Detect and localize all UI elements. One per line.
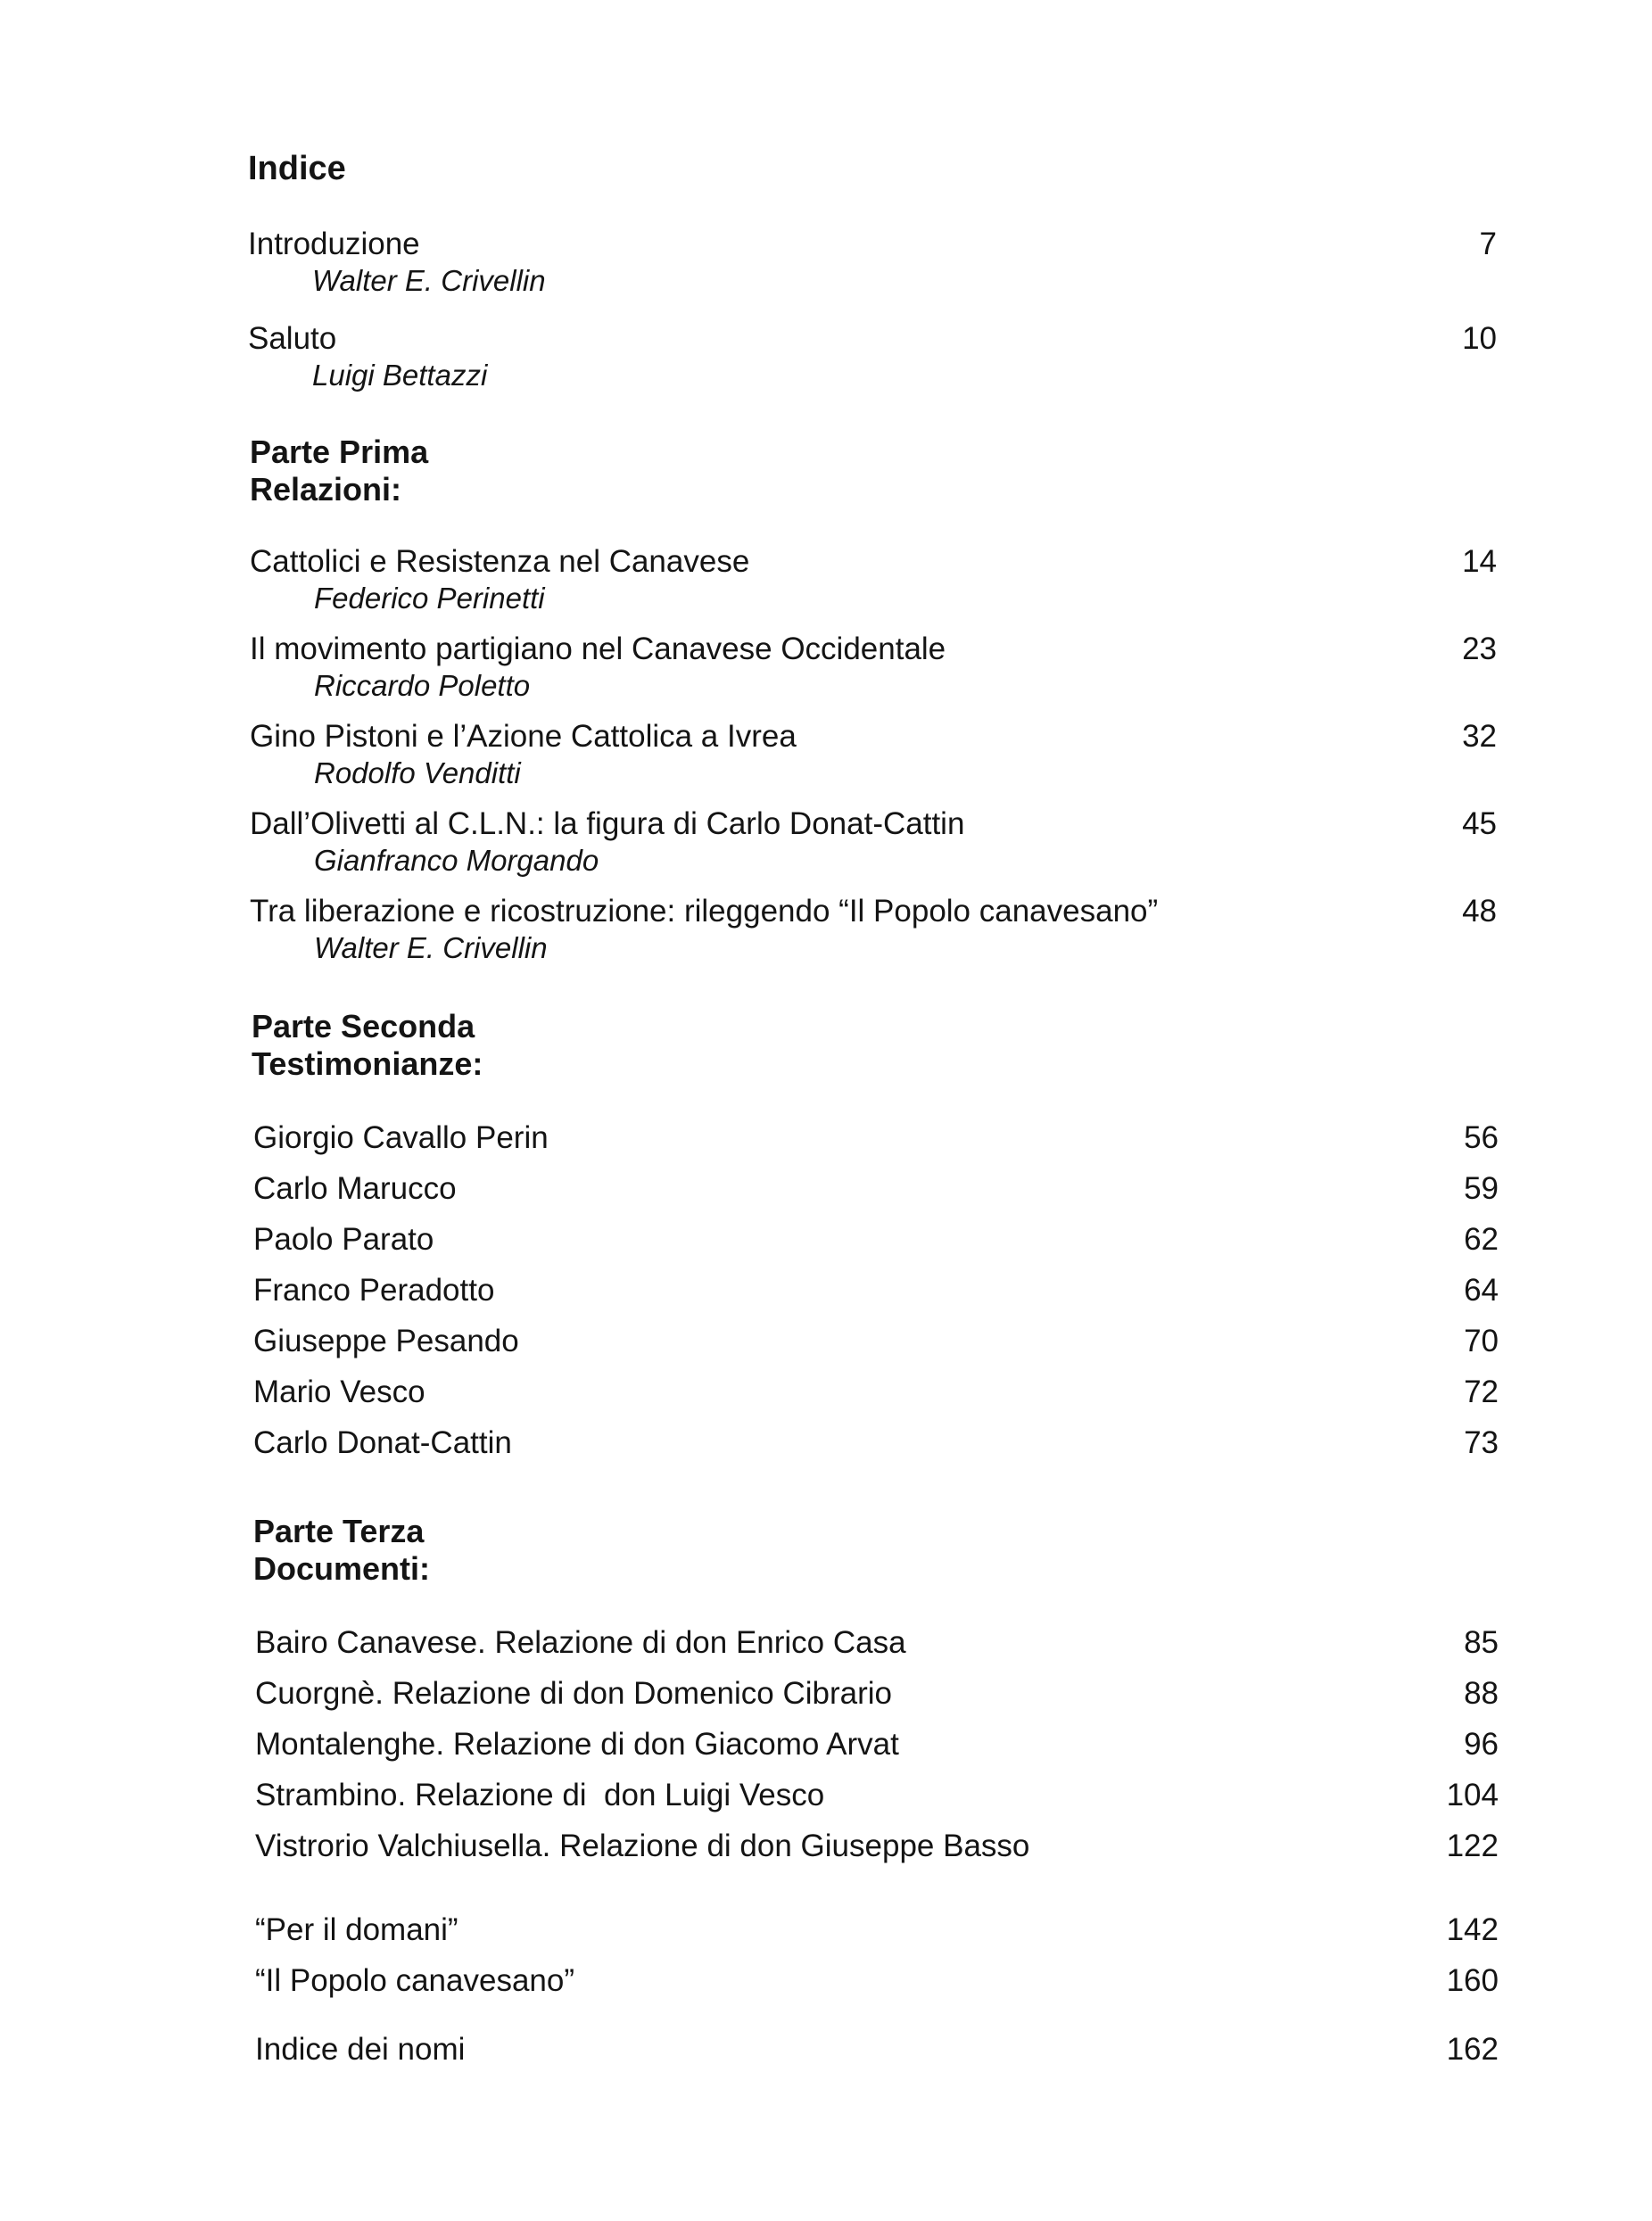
entry-page-number: 142 [1446,1912,1499,1947]
entry-title: Bairo Canavese. Relazione di don Enrico Casa [255,1625,906,1660]
part-title: Parte Terza [253,1513,425,1549]
toc-entry [250,544,1499,615]
toc-entry [248,227,1497,298]
entry-title: Franco Peradotto [253,1273,495,1308]
entry-page-number: 62 [1464,1222,1499,1257]
entry-title: Giorgio Cavallo Perin [253,1120,549,1155]
entry-page-number: 70 [1464,1324,1499,1358]
entry-page-number: 23 [1462,632,1497,666]
toc-entry [253,1171,1502,1210]
toc-entry [253,1375,1502,1414]
entry-page-number: 88 [1464,1676,1499,1711]
page-title: Indice [248,150,346,187]
toc-entry [253,1120,1502,1160]
toc-entry [255,1912,1504,1952]
entry-title: Carlo Donat-Cattin [253,1425,512,1460]
part-subtitle: Testimonianze: [252,1045,483,1082]
part-subtitle: Relazioni: [250,471,402,508]
entry-title: Vistrorio Valchiusella. Relazione di don Giuseppe Basso [255,1829,1030,1863]
entry-title: Gino Pistoni e l’Azione Cattolica a Ivrea [250,719,797,754]
entry-page-number: 10 [1462,321,1497,356]
entry-title: Strambino. Relazione di don Luigi Vesco [255,1778,825,1812]
toc-entry [255,1727,1504,1766]
entry-page-number: 104 [1446,1778,1499,1812]
entry-author: Federico Perinetti [314,582,545,615]
entry-author: Rodolfo Venditti [314,756,521,789]
toc-entry [255,1963,1504,2002]
entry-page-number: 96 [1464,1727,1499,1762]
entry-author: Walter E. Crivellin [314,931,548,964]
entry-author: Gianfranco Morgando [314,844,599,877]
entry-page-number: 85 [1464,1625,1499,1660]
entry-page-number: 7 [1479,227,1497,261]
entry-title: Giuseppe Pesando [253,1324,519,1358]
entry-author: Luigi Bettazzi [312,359,488,392]
toc-entry [255,1778,1504,1817]
part-title: Parte Prima [250,433,429,470]
part-heading [253,1513,430,1588]
toc-entry [253,1425,1502,1465]
entry-title: Introduzione [248,227,420,261]
entry-title: Il movimento partigiano nel Canavese Occidentale [250,632,946,666]
toc-entry [250,806,1499,878]
entry-title: Cuorgnè. Relazione di don Domenico Cibrario [255,1676,892,1711]
toc-entry [250,894,1499,965]
toc-entry [255,1829,1504,1868]
entry-author: Walter E. Crivellin [312,264,546,297]
part-title: Parte Seconda [252,1008,475,1044]
part-heading [250,433,428,508]
entry-page-number: 59 [1464,1171,1499,1206]
entry-title: Tra liberazione e ricostruzione: rileggendo “Il Popolo canavesano” [250,894,1159,929]
entry-page-number: 73 [1464,1425,1499,1460]
entry-page-number: 14 [1462,544,1497,579]
entry-title: “Il Popolo canavesano” [255,1963,574,1998]
entry-title: “Per il domani” [255,1912,458,1947]
part-heading [252,1008,483,1083]
entry-title: Montalenghe. Relazione di don Giacomo Arvat [255,1727,899,1762]
entry-page-number: 160 [1446,1963,1499,1998]
part-subtitle: Documenti: [253,1550,430,1587]
toc-entry [250,719,1499,790]
toc-entry [250,632,1499,703]
entry-page-number: 64 [1464,1273,1499,1308]
entry-page-number: 72 [1464,1375,1499,1409]
entry-page-number: 56 [1464,1120,1499,1155]
entry-page-number: 122 [1446,1829,1499,1863]
toc-entry [253,1273,1502,1312]
entry-page-number: 162 [1446,2032,1499,2067]
entry-page-number: 48 [1462,894,1497,929]
toc-entry [253,1324,1502,1363]
toc-entry [248,321,1497,392]
entry-title: Indice dei nomi [255,2032,466,2067]
entry-page-number: 45 [1462,806,1497,841]
entry-author: Riccardo Poletto [314,669,531,702]
entry-title: Saluto [248,321,337,356]
entry-title: Cattolici e Resistenza nel Canavese [250,544,750,579]
entry-page-number: 32 [1462,719,1497,754]
toc-entry [255,1625,1504,1664]
toc-entry [255,1676,1504,1715]
toc-entry [253,1222,1502,1261]
entry-title: Carlo Marucco [253,1171,457,1206]
entry-title: Dall’Olivetti al C.L.N.: la figura di Carlo Donat-Cattin [250,806,965,841]
entry-title: Mario Vesco [253,1375,425,1409]
toc-entry [255,2032,1504,2071]
entry-title: Paolo Parato [253,1222,434,1257]
